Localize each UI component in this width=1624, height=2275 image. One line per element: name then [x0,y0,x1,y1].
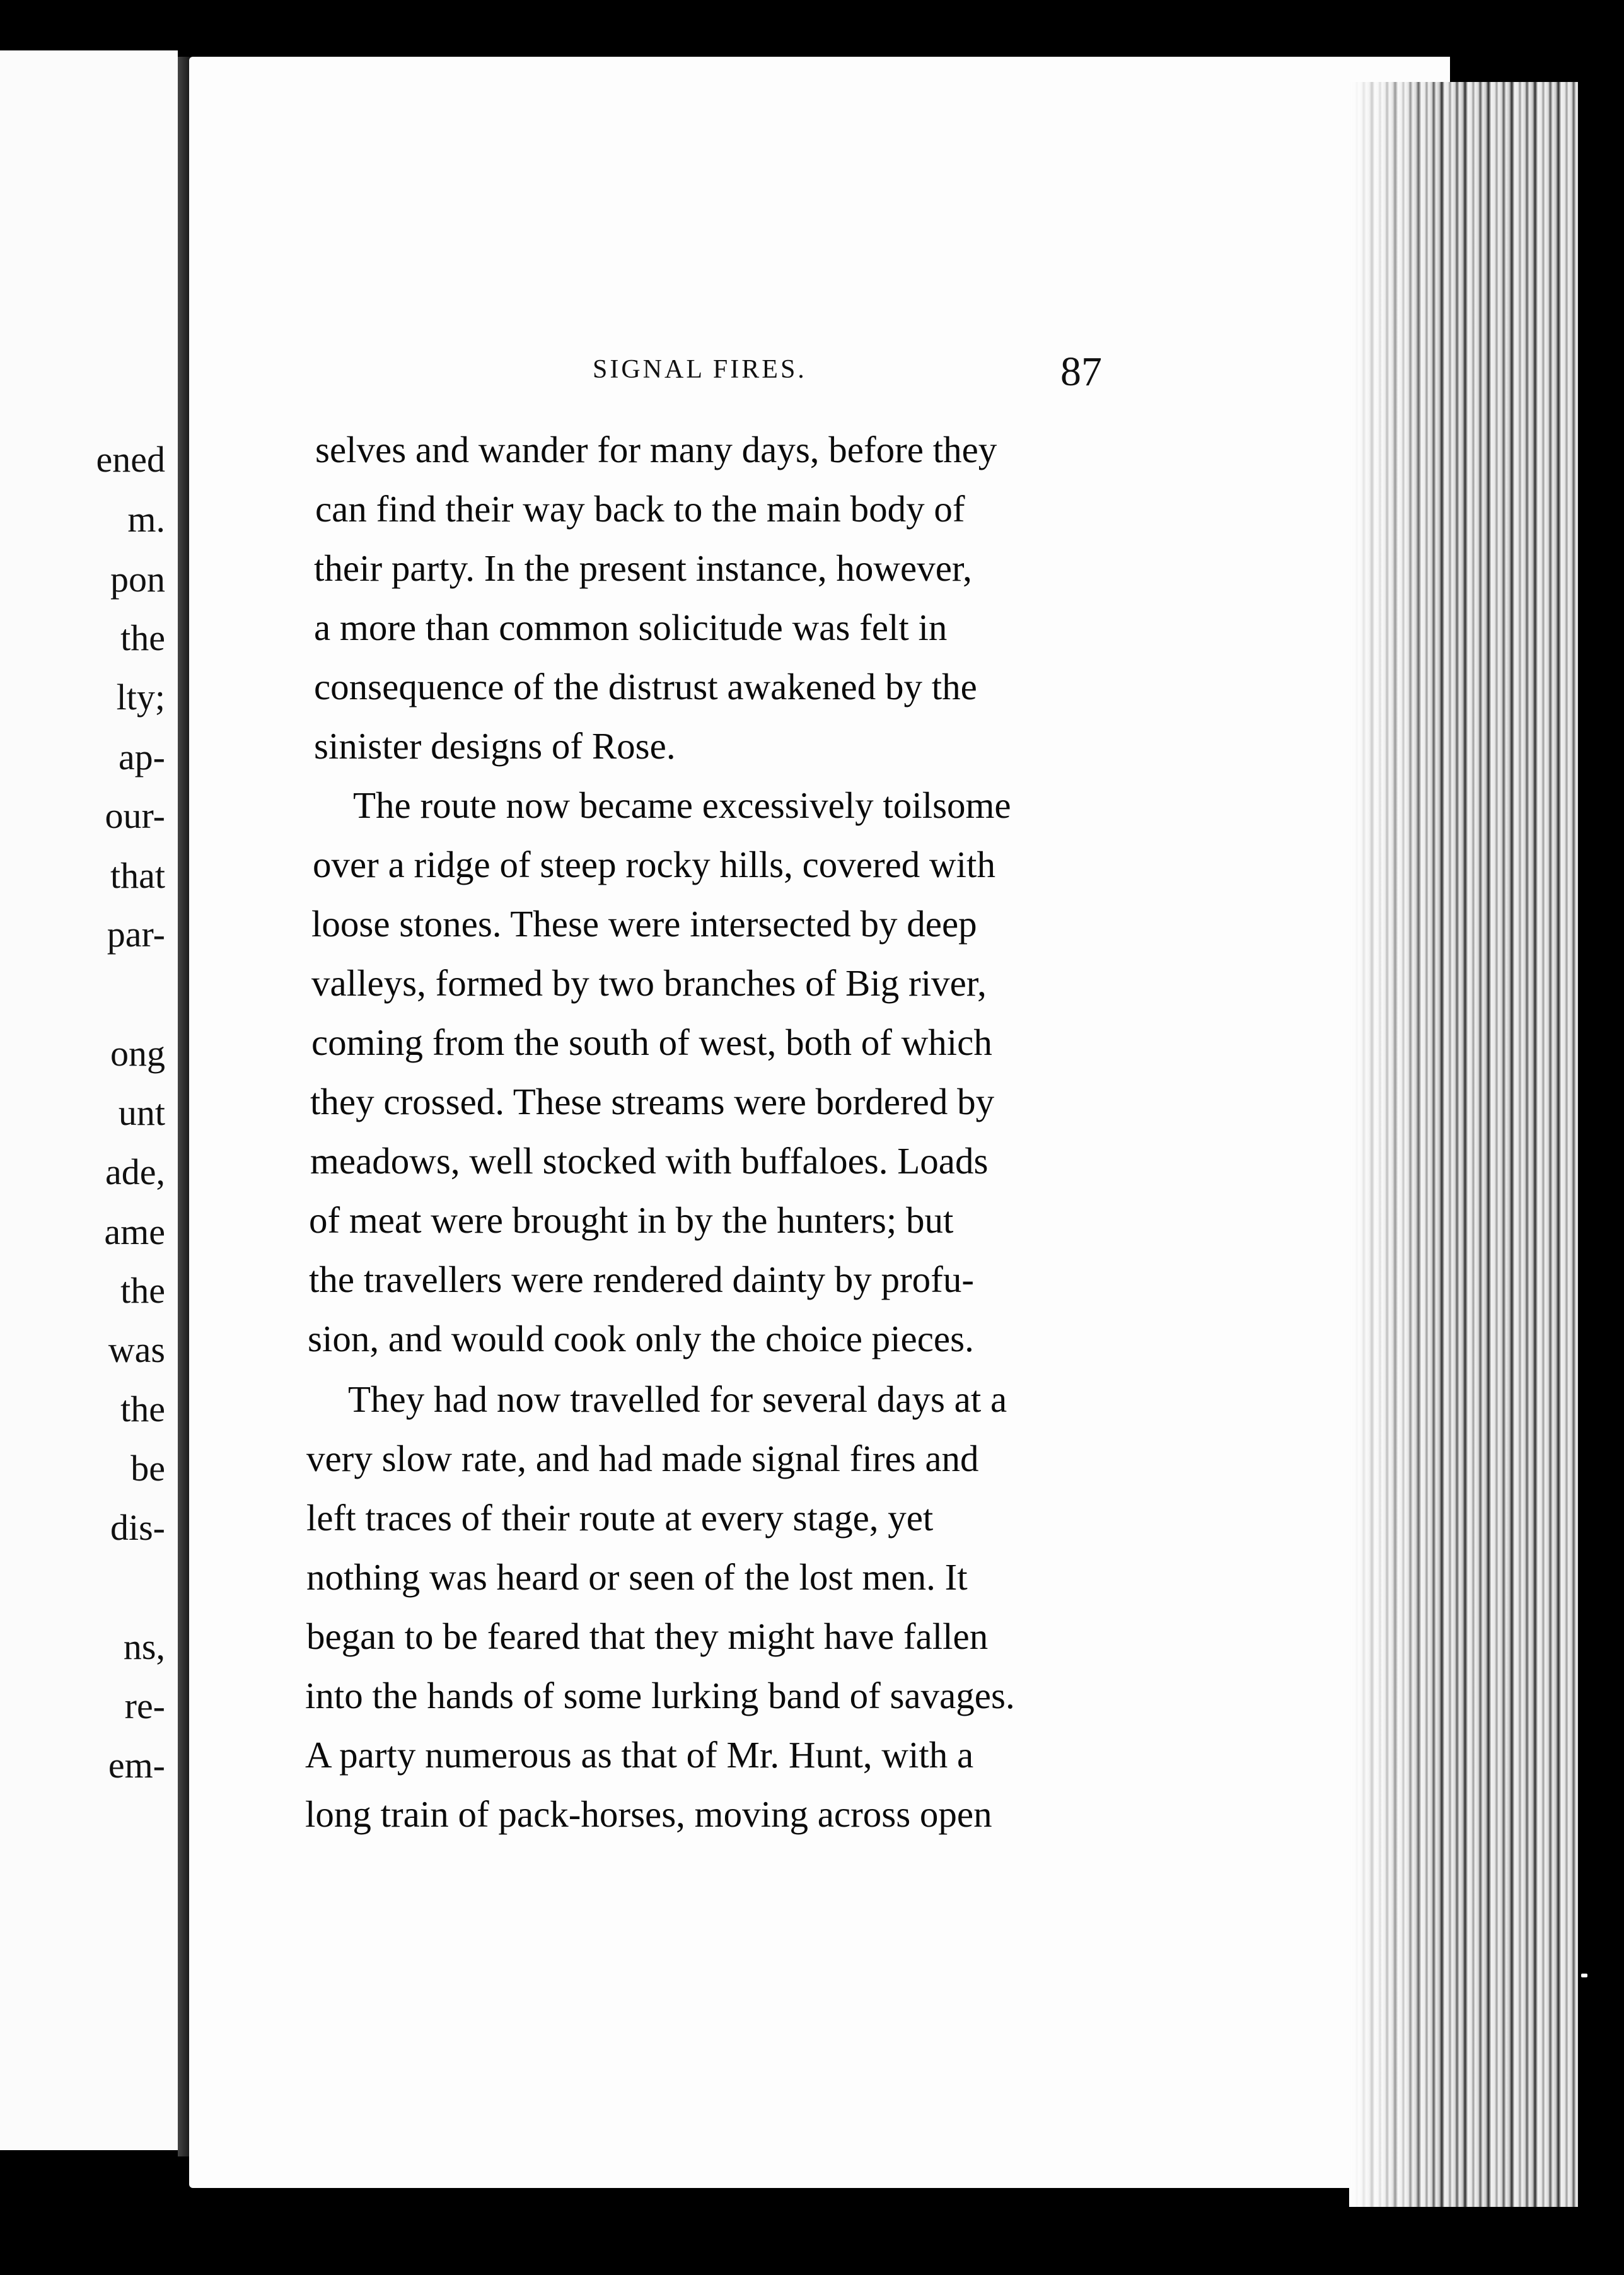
body-line: meadows, well stocked with buffaloes. Loads [310,1140,989,1182]
left-page-line: unt [118,1092,165,1133]
body-line: into the hands of some lurking band of savages. [305,1675,1015,1716]
right-page [189,57,1450,2188]
left-page-line: ame [104,1211,165,1252]
left-page-line: our- [105,795,165,836]
left-page-line: that [110,855,165,896]
body-line: A party numerous as that of Mr. Hunt, with a [305,1734,974,1776]
left-page-line: ap- [118,736,165,777]
left-page-line: the [120,617,165,658]
left-page-line: lty; [116,677,165,718]
left-page-line: pon [110,559,165,600]
body-line: began to be feared that they might have fallen [306,1615,989,1657]
body-line: They had now travelled for several days at a [348,1378,1007,1420]
body-line: long train of pack-horses, moving across open [305,1793,992,1835]
left-page-line: ade, [105,1151,165,1192]
body-line: their party. In the present instance, however, [314,547,972,589]
body-line: left traces of their route at every stage, yet [306,1497,934,1539]
body-line: over a ridge of steep rocky hills, covered with [313,844,995,885]
left-page-line: m. [127,499,165,540]
body-line: of meat were brought in by the hunters; but [309,1199,954,1241]
left-page-line: dis- [110,1507,165,1548]
page-number: 87 [1060,349,1102,395]
running-head: SIGNAL FIRES. [593,355,807,384]
left-page-line: em- [108,1745,165,1786]
left-page [0,50,178,2150]
body-line: very slow rate, and had made signal fires and [306,1438,979,1479]
body-line: valleys, formed by two branches of Big river, [311,962,987,1004]
body-line: sinister designs of Rose. [314,725,676,767]
left-page-line: ened [96,439,165,480]
left-page-line: the [120,1388,165,1429]
scan-speck [1581,1974,1587,1977]
body-line: the travellers were rendered dainty by profu- [309,1259,974,1300]
body-line: The route now became excessively toilsome [353,784,1011,826]
left-page-line: ns, [123,1626,165,1667]
left-page-line: the [120,1270,165,1311]
body-line: coming from the south of west, both of which [311,1021,992,1063]
body-line: selves and wander for many days, before they [315,429,997,470]
left-page-line: ong [110,1033,165,1074]
page-edges-fade [1349,82,1425,2207]
body-line: can find their way back to the main body of [315,488,965,530]
left-page-line: was [108,1329,165,1370]
left-page-line: par- [107,914,165,955]
body-line: sion, and would cook only the choice pieces. [308,1318,974,1359]
left-page-line: be [130,1448,165,1489]
body-line: nothing was heard or seen of the lost men. It [306,1556,968,1598]
left-page-line: re- [124,1685,165,1726]
body-line: loose stones. These were intersected by deep [311,903,977,945]
body-line: a more than common solicitude was felt in [314,607,948,648]
body-line: consequence of the distrust awakened by the [314,666,977,707]
body-line: they crossed. These streams were bordered by [310,1081,995,1122]
